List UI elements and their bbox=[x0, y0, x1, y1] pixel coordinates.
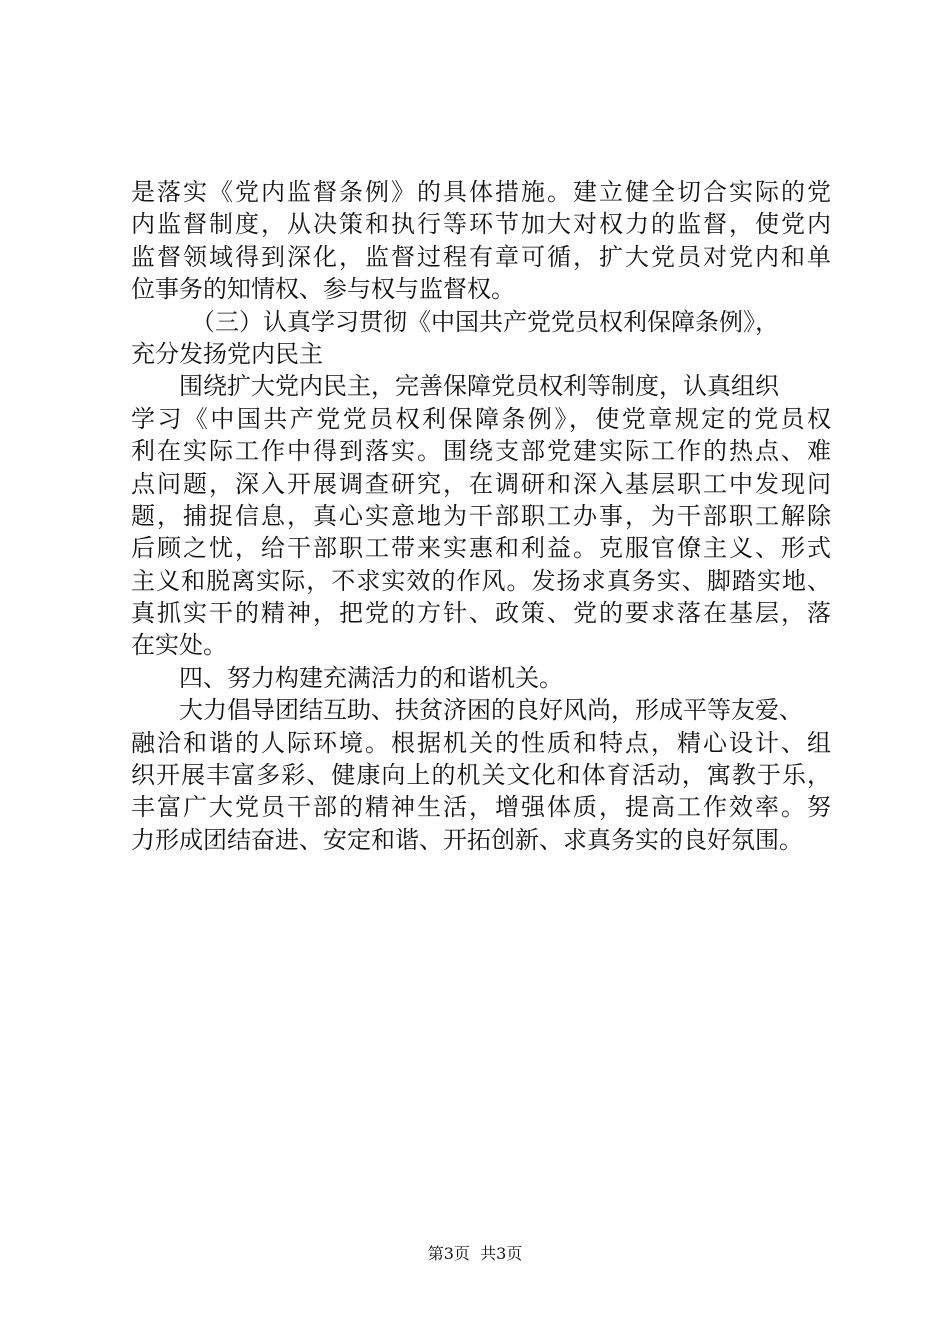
text-line: 内监督制度，从决策和执行等环节加大对权力的监督，使党内 bbox=[131, 210, 831, 239]
text-line: 围绕扩大党内民主，完善保障党员权利等制度，认真组织 bbox=[179, 372, 779, 401]
text-line: 位事务的知情权、参与权与监督权。 bbox=[131, 275, 515, 304]
text-line: 学习《中国共产党党员权利保障条例》，使党章规定的党员权 bbox=[131, 404, 831, 433]
text-line: 后顾之忧，给干部职工带来实惠和利益。克服官僚主义、形式 bbox=[131, 534, 831, 563]
page-number: 第3页 共3页 bbox=[427, 1244, 523, 1263]
text-line: 题，捕捉信息，真心实意地为干部职工办事，为干部职工解除 bbox=[131, 501, 831, 530]
text-line: 真抓实干的精神，把党的方针、政策、党的要求落在基层，落 bbox=[131, 599, 831, 628]
text-line: 大力倡导团结互助、扶贫济困的良好风尚，形成平等友爱、 bbox=[179, 696, 803, 725]
text-line: 主义和脱离实际，不求实效的作风。发扬求真务实、脚踏实地、 bbox=[131, 566, 831, 595]
page-footer bbox=[0, 1244, 950, 1264]
text-line: 监督领域得到深化，监督过程有章可循，扩大党员对党内和单 bbox=[131, 242, 831, 271]
text-line: 力形成团结奋进、安定和谐、开拓创新、求真务实的良好氛围。 bbox=[131, 825, 803, 854]
text-line: 点问题，深入开展调查研究，在调研和深入基层职工中发现问 bbox=[131, 469, 831, 498]
section-heading: （三）认真学习贯彻《中国共产党党员权利保障条例》， bbox=[191, 307, 779, 336]
section-heading: 四、努力构建充满活力的和谐机关。 bbox=[179, 663, 563, 692]
text-line: 在实处。 bbox=[131, 631, 227, 660]
text-line: 丰富广大党员干部的精神生活，增强体质，提高工作效率。努 bbox=[131, 793, 831, 822]
section-heading-continued: 充分发扬党内民主 bbox=[131, 339, 323, 368]
text-line: 利在实际工作中得到落实。围绕支部党建实际工作的热点、难 bbox=[131, 437, 831, 466]
text-line: 融洽和谐的人际环境。根据机关的性质和特点，精心设计、组 bbox=[131, 728, 831, 757]
document-body bbox=[131, 176, 831, 856]
text-line: 织开展丰富多彩、健康向上的机关文化和体育活动，寓教于乐， bbox=[131, 761, 831, 790]
text-line: 是落实《党内监督条例》的具体措施。建立健全切合实际的党 bbox=[131, 178, 831, 206]
